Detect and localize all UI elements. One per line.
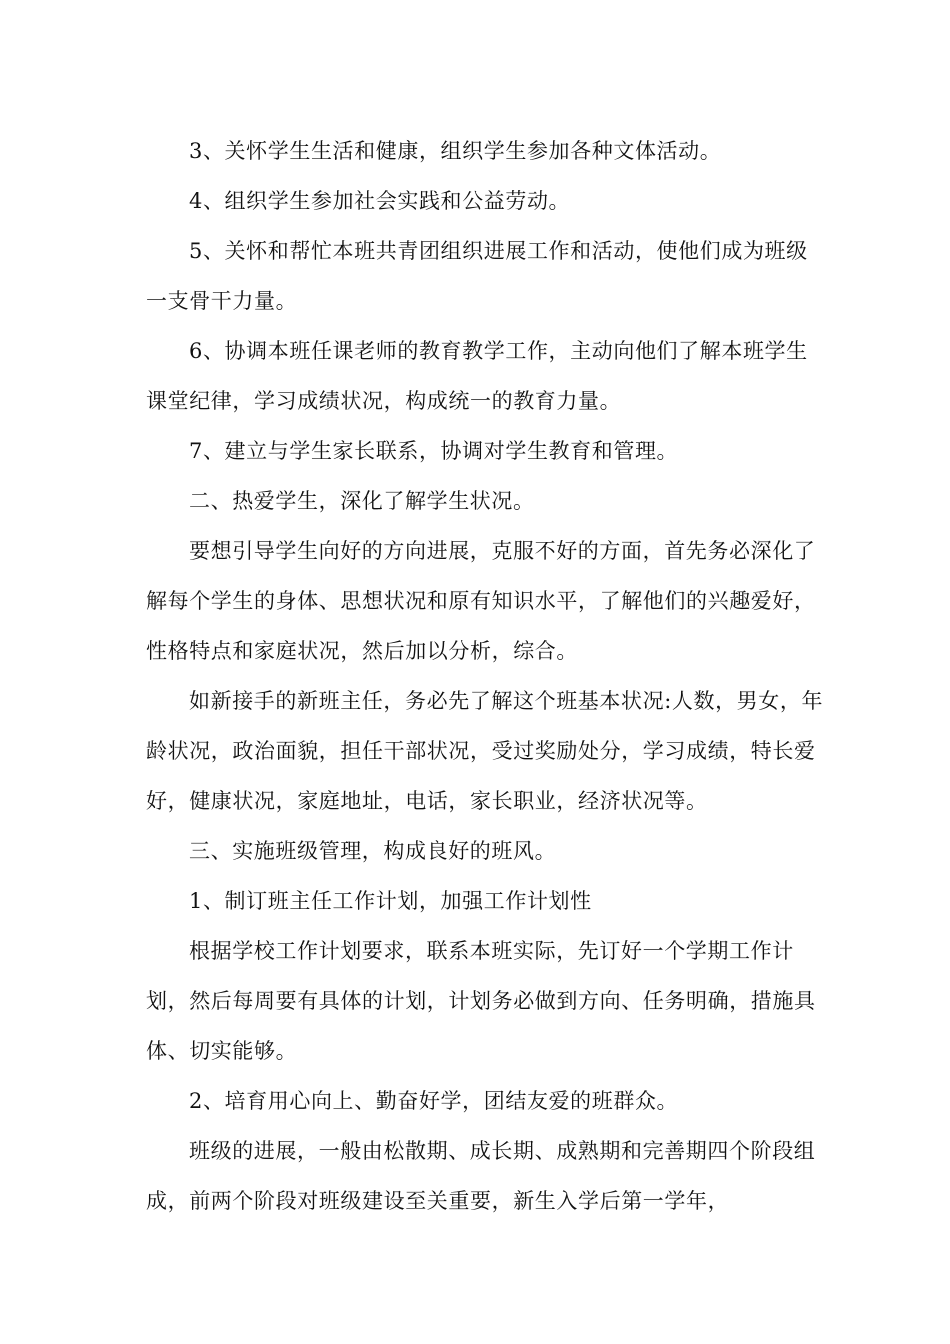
paragraph-body: 要想引导学生向好的方向进展，克服不好的方面，首先务必深化了解每个学生的身体、思想状况和原有知识水平，了解他们的兴趣爱好，性格特点和家庭状况，然后加以分析，综合。 xyxy=(146,539,816,663)
subsection-heading-2: 2、培育用心向上、勤奋好学，团结友爱的班群众。 xyxy=(189,1089,679,1113)
paragraph-body: 根据学校工作计划要求，联系本班实际，先订好一个学期工作计划，然后每周要有具体的计划，计划务必做到方向、任务明确，措施具体、切实能够。 xyxy=(146,939,816,1063)
paragraph-item-3: 3、关怀学生生活和健康，组织学生参加各种文体活动。 xyxy=(189,139,722,163)
section-heading-3: 三、实施班级管理，构成良好的班风。 xyxy=(189,839,557,863)
paragraph-body: 班级的进展，一般由松散期、成长期、成熟期和完善期四个阶段组成，前两个阶段对班级建设至关重要，新生入学后第一学年， xyxy=(146,1139,816,1213)
paragraph-item-5: 5、关怀和帮忙本班共青团组织进展工作和活动，使他们成为班级一支骨干力量。 xyxy=(146,239,808,313)
paragraph-body: 如新接手的新班主任，务必先了解这个班基本状况:人数，男女，年龄状况，政治面貌，担任干部状况，受过奖励处分，学习成绩，特长爱好，健康状况，家庭地址，电话，家长职业，经济状况等。 xyxy=(146,689,824,813)
subsection-heading-1: 1、制订班主任工作计划，加强工作计划性 xyxy=(189,889,592,913)
section-heading-2: 二、热爱学生，深化了解学生状况。 xyxy=(189,489,535,513)
document-body xyxy=(146,126,826,1226)
paragraph-item-6: 6、协调本班任课老师的教育教学工作，主动向他们了解本班学生课堂纪律，学习成绩状况，构成统一的教育力量。 xyxy=(146,339,808,413)
paragraph-item-4: 4、组织学生参加社会实践和公益劳动。 xyxy=(189,189,571,213)
paragraph-item-7: 7、建立与学生家长联系，协调对学生教育和管理。 xyxy=(189,439,679,463)
